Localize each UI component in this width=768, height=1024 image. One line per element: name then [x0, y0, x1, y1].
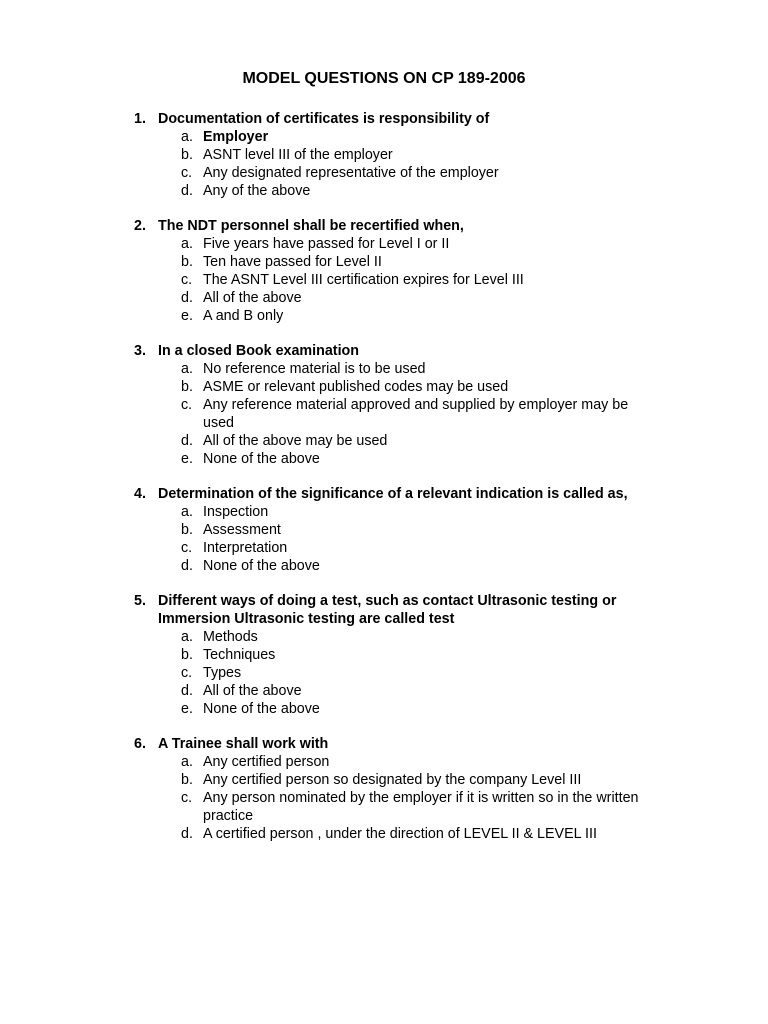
option-text: All of the above may be used — [203, 433, 388, 449]
question-list — [0, 110, 768, 860]
option-item — [0, 539, 768, 557]
option-letter: d. — [181, 683, 193, 699]
option-item — [0, 771, 768, 789]
option-text: Five years have passed for Level I or II — [203, 236, 450, 252]
option-item — [0, 396, 768, 432]
question-item — [0, 735, 768, 843]
question-number: 3. — [134, 343, 146, 359]
option-text: ASNT level III of the employer — [203, 147, 393, 163]
option-text: ASME or relevant published codes may be used — [203, 379, 509, 395]
question-number: 1. — [134, 111, 146, 127]
option-letter: a. — [181, 129, 193, 145]
option-item — [0, 164, 768, 182]
option-text: The ASNT Level III certification expires for Level III — [203, 272, 524, 288]
question-number: 2. — [134, 218, 146, 234]
question-item — [0, 342, 768, 468]
option-item — [0, 664, 768, 682]
option-item — [0, 235, 768, 253]
option-text: Any certified person so designated by the company Level III — [203, 772, 582, 788]
option-text: Any certified person — [203, 754, 330, 770]
option-text: None of the above — [203, 451, 320, 467]
question-item — [0, 110, 768, 200]
option-item — [0, 182, 768, 200]
option-item — [0, 253, 768, 271]
option-item — [0, 646, 768, 664]
option-item — [0, 682, 768, 700]
question-number: 6. — [134, 736, 146, 752]
option-letter: c. — [181, 165, 193, 181]
option-item — [0, 450, 768, 468]
option-letter: e. — [181, 701, 193, 717]
option-letter: c. — [181, 665, 193, 681]
option-item — [0, 271, 768, 289]
option-list — [0, 628, 768, 718]
option-letter: c. — [181, 397, 193, 413]
option-item — [0, 521, 768, 539]
question-text: A Trainee shall work with — [158, 736, 329, 752]
option-letter: a. — [181, 754, 193, 770]
option-letter: d. — [181, 290, 193, 306]
question-item — [0, 592, 768, 718]
question-heading — [0, 592, 768, 628]
option-text: Techniques — [203, 647, 276, 663]
option-letter: c. — [181, 272, 193, 288]
option-letter: b. — [181, 379, 193, 395]
option-item — [0, 360, 768, 378]
option-text: All of the above — [203, 290, 302, 306]
option-item — [0, 307, 768, 325]
option-letter: b. — [181, 772, 193, 788]
option-text: Inspection — [203, 504, 269, 520]
question-text: The NDT personnel shall be recertified when, — [158, 218, 464, 234]
option-text: Assessment — [203, 522, 281, 538]
page-title: MODEL QUESTIONS ON CP 189-2006 — [242, 70, 526, 87]
option-letter: d. — [181, 433, 193, 449]
option-letter: c. — [181, 540, 193, 556]
question-text: Different ways of doing a test, such as contact Ultrasonic testing or Immersion Ultrasonic testing are called test — [158, 593, 617, 627]
option-text: Any designated representative of the employer — [203, 165, 499, 181]
option-letter: c. — [181, 790, 193, 806]
option-text: Interpretation — [203, 540, 288, 556]
option-letter: a. — [181, 361, 193, 377]
option-text: Any of the above — [203, 183, 311, 199]
question-text: In a closed Book examination — [158, 343, 360, 359]
option-letter: d. — [181, 558, 193, 574]
option-text: Ten have passed for Level II — [203, 254, 382, 270]
question-number: 4. — [134, 486, 146, 502]
option-letter: a. — [181, 629, 193, 645]
option-letter: b. — [181, 147, 193, 163]
question-item — [0, 217, 768, 325]
question-text: Determination of the significance of a relevant indication is called as, — [158, 486, 628, 502]
option-list — [0, 235, 768, 325]
question-heading — [0, 342, 768, 360]
option-letter: b. — [181, 647, 193, 663]
option-letter: d. — [181, 183, 193, 199]
option-letter: b. — [181, 254, 193, 270]
option-text: All of the above — [203, 683, 302, 699]
option-item — [0, 128, 768, 146]
question-number: 5. — [134, 593, 146, 609]
option-letter: a. — [181, 236, 193, 252]
option-item — [0, 378, 768, 396]
option-text: Methods — [203, 629, 258, 645]
option-item — [0, 503, 768, 521]
option-item — [0, 825, 768, 843]
option-letter: b. — [181, 522, 193, 538]
option-letter: a. — [181, 504, 193, 520]
option-text: No reference material is to be used — [203, 361, 426, 377]
option-item — [0, 557, 768, 575]
option-text: None of the above — [203, 701, 320, 717]
option-item — [0, 432, 768, 450]
option-list — [0, 753, 768, 843]
option-item — [0, 146, 768, 164]
option-item — [0, 289, 768, 307]
question-text: Documentation of certificates is responsibility of — [158, 111, 490, 127]
question-item — [0, 485, 768, 575]
option-text: Types — [203, 665, 242, 681]
option-letter: d. — [181, 826, 193, 842]
option-text: None of the above — [203, 558, 320, 574]
option-item — [0, 700, 768, 718]
option-list — [0, 360, 768, 468]
question-heading — [0, 110, 768, 128]
option-text: A certified person , under the direction of LEVEL II & LEVEL III — [203, 826, 597, 842]
option-letter: e. — [181, 308, 193, 324]
question-heading — [0, 217, 768, 235]
option-text: Any person nominated by the employer if it is written so in the written practice — [203, 790, 639, 824]
option-text: Any reference material approved and supplied by employer may be used — [203, 397, 629, 431]
option-letter: e. — [181, 451, 193, 467]
question-heading — [0, 735, 768, 753]
option-item — [0, 753, 768, 771]
option-list — [0, 128, 768, 200]
option-list — [0, 503, 768, 575]
question-heading — [0, 485, 768, 503]
option-item — [0, 789, 768, 825]
option-item — [0, 628, 768, 646]
option-text: Employer — [203, 129, 269, 145]
option-text: A and B only — [203, 308, 284, 324]
